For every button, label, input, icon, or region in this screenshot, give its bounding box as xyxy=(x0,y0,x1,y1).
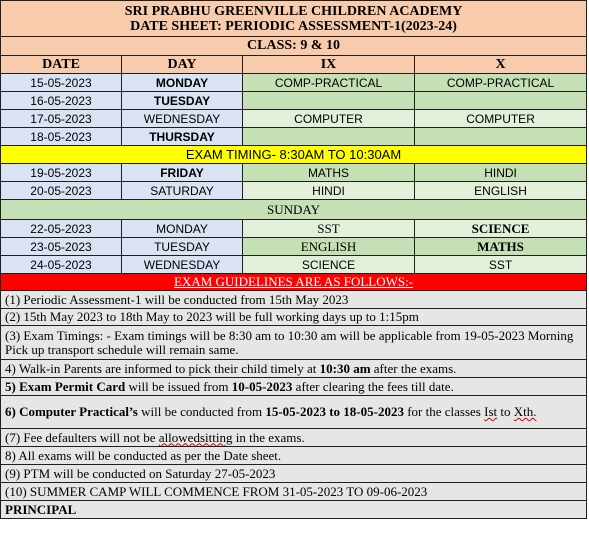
guideline-row xyxy=(1,309,587,326)
date-cell: 24-05-2023 xyxy=(1,256,122,274)
guideline-6 xyxy=(1,396,587,429)
guideline-6-classes: for the classes xyxy=(403,404,485,419)
guideline-6-dates: 15-05-2023 to 18-05-2023 xyxy=(265,404,404,419)
sunday-label: SUNDAY xyxy=(1,200,587,220)
subject-ix-cell: COMP-PRACTICAL xyxy=(243,74,415,92)
guideline-1: (1) Periodic Assessment-1 will be conducted from 15th May 2023 xyxy=(1,291,587,309)
date-cell: 23-05-2023 xyxy=(1,238,122,256)
date-cell: 18-05-2023 xyxy=(1,128,122,146)
class-row xyxy=(1,37,587,56)
guideline-6-text: will be conducted from xyxy=(137,404,266,419)
guideline-2: (2) 15th May 2023 to 18th May to 2023 will be full working days up to 1:15pm xyxy=(1,309,587,326)
subject-x-cell: HINDI xyxy=(415,164,587,182)
table-row xyxy=(1,110,587,128)
subject-x-cell: MATHS xyxy=(415,238,587,256)
guideline-row xyxy=(1,483,587,501)
guideline-5-date: 10-05-2023 xyxy=(231,378,293,394)
guideline-10: (10) SUMMER CAMP WILL COMMENCE FROM 31-05-2023 TO 09-06-2023 xyxy=(1,483,587,501)
subject-x-cell xyxy=(415,92,587,110)
subject-ix-cell xyxy=(243,128,415,146)
subject-ix-cell: SST xyxy=(243,220,415,238)
date-cell: 22-05-2023 xyxy=(1,220,122,238)
guideline-5-suffix: after clearing the fees till date. xyxy=(292,378,454,394)
guideline-row xyxy=(1,291,587,309)
table-row xyxy=(1,74,587,92)
day-cell: SATURDAY xyxy=(122,182,243,200)
guideline-5 xyxy=(1,378,587,396)
guideline-4-text: 4) Walk-in Parents are informed to pick their child timely at xyxy=(5,360,320,376)
guideline-5-number: 5) xyxy=(5,378,20,394)
guideline-row xyxy=(1,465,587,483)
guideline-9: (9) PTM will be conducted on Saturday 27-05-2023 xyxy=(1,465,587,483)
date-cell: 17-05-2023 xyxy=(1,110,122,128)
guideline-5-text: will be issued from xyxy=(125,378,232,394)
subject-x-cell: ENGLISH xyxy=(415,182,587,200)
col-date: DATE xyxy=(1,56,122,74)
col-ix: IX xyxy=(243,56,415,74)
guideline-7 xyxy=(1,429,587,447)
subject-ix-cell xyxy=(243,92,415,110)
table-row xyxy=(1,164,587,182)
date-cell: 19-05-2023 xyxy=(1,164,122,182)
subject-x-cell: COMPUTER xyxy=(415,110,587,128)
day-cell: THURSDAY xyxy=(122,128,243,146)
date-cell: 15-05-2023 xyxy=(1,74,122,92)
guideline-6-number: 6) xyxy=(5,404,20,419)
principal-signature: PRINCIPAL xyxy=(1,501,587,519)
guideline-6-xth: Xth. xyxy=(513,404,537,419)
day-cell: TUESDAY xyxy=(122,92,243,110)
guidelines-heading-row xyxy=(1,274,587,291)
column-header-row xyxy=(1,56,587,74)
day-cell: FRIDAY xyxy=(122,164,243,182)
guideline-7-suffix: in the exams. xyxy=(232,429,305,445)
day-cell: WEDNESDAY xyxy=(122,256,243,274)
subject-x-cell xyxy=(415,128,587,146)
subject-x-cell: COMP-PRACTICAL xyxy=(415,74,587,92)
exam-timing-banner: EXAM TIMING- 8:30AM TO 10:30AM xyxy=(1,146,587,164)
guideline-7-misspelled: allowedsitting xyxy=(158,429,233,445)
guideline-6-ist: Ist xyxy=(484,404,498,419)
table-row xyxy=(1,128,587,146)
guideline-5-permit: Exam Permit Card xyxy=(19,378,126,394)
guideline-6-to: to xyxy=(497,404,514,419)
class-label: CLASS: 9 & 10 xyxy=(1,37,587,56)
school-name: SRI PRABHU GREENVILLE CHILDREN ACADEMY xyxy=(124,3,463,19)
day-cell: MONDAY xyxy=(122,220,243,238)
guideline-3: (3) Exam Timings: - Exam timings will be 8:30 am to 10:30 am will be applicable from 19-05-2023 Morning Pick up transport schedule will remain same. xyxy=(1,326,587,360)
sunday-row xyxy=(1,200,587,220)
sheet-title: DATE SHEET: PERIODIC ASSESSMENT-1(2023-24) xyxy=(130,18,457,34)
day-cell: WEDNESDAY xyxy=(122,110,243,128)
subject-x-cell: SST xyxy=(415,256,587,274)
table-row xyxy=(1,182,587,200)
guidelines-heading: EXAM GUIDELINES ARE AS FOLLOWS:- xyxy=(1,274,587,291)
guideline-4-time: 10:30 am xyxy=(319,360,371,376)
exam-timing-row xyxy=(1,146,587,164)
guideline-row xyxy=(1,326,587,360)
guideline-row xyxy=(1,447,587,465)
subject-ix-cell: HINDI xyxy=(243,182,415,200)
col-day: DAY xyxy=(122,56,243,74)
title-row xyxy=(1,1,587,37)
table-row xyxy=(1,238,587,256)
day-cell: MONDAY xyxy=(122,74,243,92)
col-x: X xyxy=(415,56,587,74)
guideline-row xyxy=(1,378,587,396)
date-cell: 16-05-2023 xyxy=(1,92,122,110)
guideline-8: 8) All exams will be conducted as per the Date sheet. xyxy=(1,447,587,465)
table-row xyxy=(1,256,587,274)
date-cell: 20-05-2023 xyxy=(1,182,122,200)
subject-ix-cell: ENGLISH xyxy=(243,238,415,256)
guideline-4-suffix: after the exams. xyxy=(370,360,457,376)
guideline-row xyxy=(1,429,587,447)
signature-row xyxy=(1,501,587,519)
table-row xyxy=(1,220,587,238)
guideline-row xyxy=(1,360,587,378)
day-cell: TUESDAY xyxy=(122,238,243,256)
guideline-6-practical: Computer Practical’s xyxy=(19,404,138,419)
subject-x-cell: SCIENCE xyxy=(415,220,587,238)
table-row xyxy=(1,92,587,110)
guideline-row xyxy=(1,396,587,429)
title-cell xyxy=(1,1,587,37)
subject-ix-cell: MATHS xyxy=(243,164,415,182)
subject-ix-cell: COMPUTER xyxy=(243,110,415,128)
subject-ix-cell: SCIENCE xyxy=(243,256,415,274)
guideline-4 xyxy=(1,360,587,378)
guideline-7-text: (7) Fee defaulters will not be xyxy=(5,429,159,445)
